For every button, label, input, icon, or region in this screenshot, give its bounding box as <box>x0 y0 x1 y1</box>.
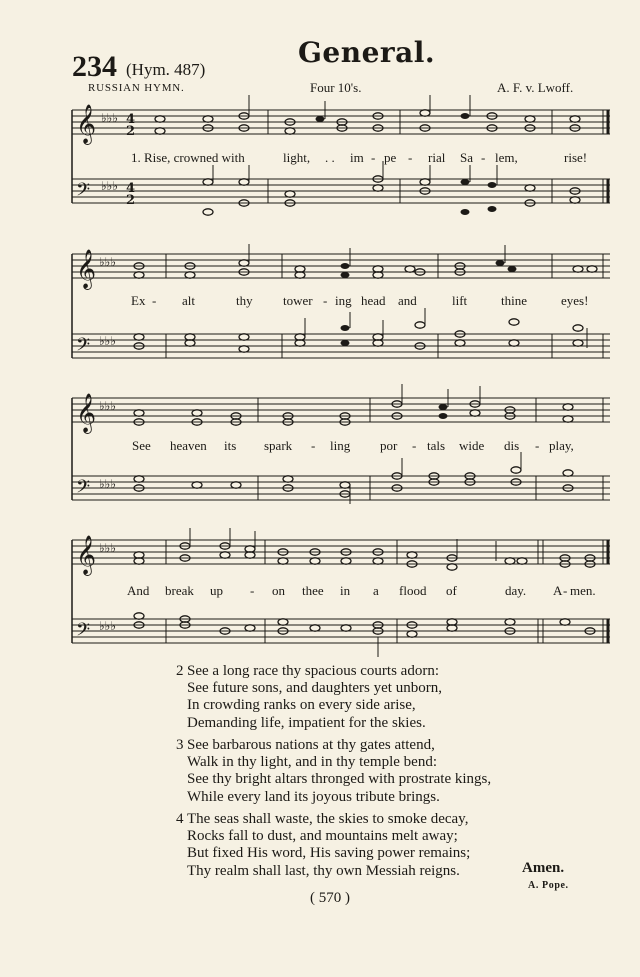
verse-3: 3 See barbarous nations at thy gates attend, Walk in thy light, and in thy temple bend: See thy bright altars thronged with prostrate kings, While every land its joyous tribute brings. <box>176 737 492 805</box>
lyric-line-3: See heaven its spark - ling por - tals wide dis - play, <box>132 438 574 453</box>
svg-text:𝄢: 𝄢 <box>76 620 91 645</box>
svg-text:𝄞: 𝄞 <box>76 393 97 433</box>
verse-2: 2 See a long race thy spacious courts adorn: See future sons, and daughters yet unborn, In crowding ranks on every side arise, Demanding life, impatient for the skies. <box>176 663 442 731</box>
lyric-line-4: And break up - on thee in a flood of day. A - men. <box>127 583 596 598</box>
hymn-number: 234 <box>72 50 117 83</box>
svg-text:♭♭♭: ♭♭♭ <box>101 111 118 125</box>
svg-text:♭♭♭: ♭♭♭ <box>99 399 116 413</box>
bleed-through-number <box>570 42 576 68</box>
svg-text:𝄢: 𝄢 <box>76 477 91 502</box>
hymn-reference: (Hym. 487) <box>126 60 206 79</box>
meter: Four 10's. <box>310 80 362 95</box>
svg-text:♭♭♭: ♭♭♭ <box>101 179 118 193</box>
lyric-line-1: 1. Rise, crowned with light, . . im - pe - rial Sa - lem, rise! <box>131 150 588 165</box>
svg-text:♭♭♭: ♭♭♭ <box>99 334 116 348</box>
author: A. Pope. <box>528 880 569 891</box>
svg-text:4: 4 <box>126 112 136 127</box>
svg-text:♭♭♭: ♭♭♭ <box>99 255 116 269</box>
svg-text:𝄞: 𝄞 <box>76 249 97 289</box>
amen-text: Amen. <box>522 860 565 876</box>
bass-clef: 𝄢 <box>76 180 91 205</box>
svg-text:2: 2 <box>126 193 136 208</box>
svg-text:2: 2 <box>126 124 136 139</box>
tune-name: RUSSIAN HYMN. <box>88 82 185 94</box>
verse-4: 4 The seas shall waste, the skies to smoke decay, Rocks fall to dust, and mountains melt away; But fixed His word, His saving power remains; Thy realm shall last, thy own Messiah reigns. <box>176 811 471 879</box>
svg-text:♭♭♭: ♭♭♭ <box>99 619 116 633</box>
svg-text:♭♭♭: ♭♭♭ <box>99 541 116 555</box>
treble-clef: 𝄞 <box>76 104 97 144</box>
composer: A. F. v. Lwoff. <box>497 80 574 95</box>
svg-text:4: 4 <box>126 181 136 196</box>
page-number: ( 570 ) <box>310 890 350 906</box>
lyric-line-2: Ex - alt thy tower - ing head and lift thine eyes! <box>131 293 589 308</box>
svg-text:𝄢: 𝄢 <box>76 335 91 360</box>
svg-text:𝄞: 𝄞 <box>76 535 97 575</box>
section-title: General. <box>298 36 436 69</box>
svg-text:♭♭♭: ♭♭♭ <box>99 477 116 491</box>
